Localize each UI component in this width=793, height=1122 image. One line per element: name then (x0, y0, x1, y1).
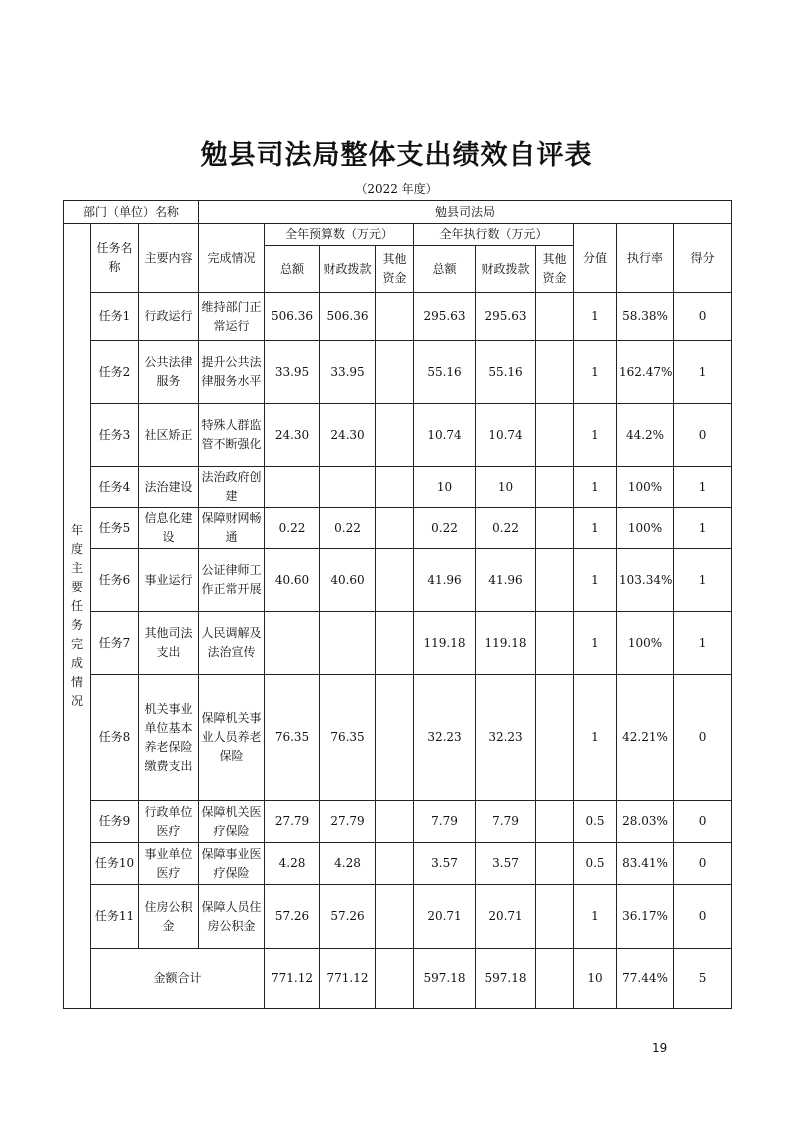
cell-task: 任务11 (91, 885, 139, 949)
cell-e-fiscal: 41.96 (476, 549, 536, 612)
cell-score: 0 (674, 843, 732, 885)
total-e-total: 597.18 (414, 949, 476, 1009)
cell-content: 法治建设 (139, 467, 199, 508)
cell-score: 0 (674, 404, 732, 467)
document-title: 勉县司法局整体支出绩效自评表 (200, 140, 593, 171)
cell-b-fiscal (320, 467, 376, 508)
cell-status: 保障事业医疗保险 (199, 843, 265, 885)
cell-status: 保障机关医疗保险 (199, 801, 265, 843)
cell-score: 0 (674, 675, 732, 801)
cell-e-fiscal: 32.23 (476, 675, 536, 801)
cell-rate: 58.38% (617, 293, 674, 341)
cell-score: 0 (674, 885, 732, 949)
cell-task: 任务2 (91, 341, 139, 404)
cell-task: 任务4 (91, 467, 139, 508)
cell-b-fiscal: 57.26 (320, 885, 376, 949)
cell-content: 住房公积金 (139, 885, 199, 949)
total-label: 金额合计 (91, 949, 265, 1009)
cell-e-other (536, 341, 574, 404)
cell-status: 保障人员住房公积金 (199, 885, 265, 949)
cell-e-other (536, 293, 574, 341)
header-budget-total: 总额 (265, 246, 320, 293)
cell-score: 1 (674, 508, 732, 549)
table-row (64, 467, 732, 508)
cell-b-fiscal: 33.95 (320, 341, 376, 404)
cell-b-fiscal: 76.35 (320, 675, 376, 801)
cell-task: 任务5 (91, 508, 139, 549)
cell-e-other (536, 404, 574, 467)
cell-e-other (536, 675, 574, 801)
cell-e-fiscal: 20.71 (476, 885, 536, 949)
dept-value: 勉县司法局 (199, 201, 732, 224)
cell-b-total: 57.26 (265, 885, 320, 949)
cell-e-total: 295.63 (414, 293, 476, 341)
performance-table (63, 200, 732, 1009)
cell-content: 机关事业单位基本养老保险缴费支出 (139, 675, 199, 801)
cell-e-total: 32.23 (414, 675, 476, 801)
cell-e-other (536, 508, 574, 549)
cell-b-total: 4.28 (265, 843, 320, 885)
cell-e-total: 3.57 (414, 843, 476, 885)
total-score: 5 (674, 949, 732, 1009)
cell-e-fiscal: 119.18 (476, 612, 536, 675)
header-task: 任务名称 (91, 224, 139, 293)
table-row (64, 341, 732, 404)
cell-content: 社区矫正 (139, 404, 199, 467)
cell-e-total: 0.22 (414, 508, 476, 549)
cell-e-fiscal: 7.79 (476, 801, 536, 843)
table-row (64, 675, 732, 801)
cell-b-other (376, 843, 414, 885)
total-row (64, 949, 732, 1009)
cell-score: 1 (674, 612, 732, 675)
cell-content: 公共法律服务 (139, 341, 199, 404)
cell-status: 维持部门正常运行 (199, 293, 265, 341)
total-value: 10 (574, 949, 617, 1009)
cell-rate: 103.34% (617, 549, 674, 612)
cell-e-fiscal: 10 (476, 467, 536, 508)
table-body (64, 201, 732, 1009)
page-number: 19 (652, 1041, 668, 1055)
cell-value: 1 (574, 508, 617, 549)
header-score: 得分 (674, 224, 732, 293)
side-label: 年度主要任务完成情况 (64, 224, 91, 1009)
cell-rate: 83.41% (617, 843, 674, 885)
cell-value: 1 (574, 612, 617, 675)
cell-b-total: 33.95 (265, 341, 320, 404)
cell-b-other (376, 404, 414, 467)
cell-b-fiscal: 24.30 (320, 404, 376, 467)
cell-score: 1 (674, 341, 732, 404)
cell-b-fiscal: 40.60 (320, 549, 376, 612)
cell-rate: 100% (617, 508, 674, 549)
cell-b-fiscal: 27.79 (320, 801, 376, 843)
cell-e-other (536, 843, 574, 885)
cell-status: 保障机关事业人员养老保险 (199, 675, 265, 801)
cell-b-fiscal: 0.22 (320, 508, 376, 549)
header-exec-group: 全年执行数（万元） (414, 224, 574, 246)
cell-b-other (376, 508, 414, 549)
header-exec-fiscal: 财政拨款 (476, 246, 536, 293)
cell-b-fiscal (320, 612, 376, 675)
cell-e-fiscal: 3.57 (476, 843, 536, 885)
cell-status: 特殊人群监管不断强化 (199, 404, 265, 467)
cell-b-total: 0.22 (265, 508, 320, 549)
header-score-value: 分值 (574, 224, 617, 293)
cell-e-total: 10 (414, 467, 476, 508)
cell-b-total: 27.79 (265, 801, 320, 843)
header-exec-rate: 执行率 (617, 224, 674, 293)
cell-content: 行政运行 (139, 293, 199, 341)
cell-e-other (536, 612, 574, 675)
cell-b-total: 24.30 (265, 404, 320, 467)
cell-value: 0.5 (574, 801, 617, 843)
cell-score: 0 (674, 801, 732, 843)
cell-e-fiscal: 295.63 (476, 293, 536, 341)
cell-e-fiscal: 10.74 (476, 404, 536, 467)
total-b-other (376, 949, 414, 1009)
cell-e-total: 55.16 (414, 341, 476, 404)
dept-label: 部门（单位）名称 (64, 201, 199, 224)
cell-status: 保障财网畅通 (199, 508, 265, 549)
cell-e-other (536, 801, 574, 843)
header-content: 主要内容 (139, 224, 199, 293)
header-exec-other: 其他资金 (536, 246, 574, 293)
cell-value: 1 (574, 885, 617, 949)
table-row (64, 404, 732, 467)
cell-b-other (376, 467, 414, 508)
cell-e-fiscal: 0.22 (476, 508, 536, 549)
cell-value: 1 (574, 549, 617, 612)
cell-e-total: 119.18 (414, 612, 476, 675)
cell-content: 事业运行 (139, 549, 199, 612)
cell-score: 0 (674, 293, 732, 341)
header-status: 完成情况 (199, 224, 265, 293)
cell-b-total (265, 612, 320, 675)
cell-rate: 28.03% (617, 801, 674, 843)
cell-e-total: 20.71 (414, 885, 476, 949)
dept-row (64, 201, 732, 224)
cell-rate: 36.17% (617, 885, 674, 949)
cell-content: 其他司法支出 (139, 612, 199, 675)
total-e-fiscal: 597.18 (476, 949, 536, 1009)
cell-e-total: 41.96 (414, 549, 476, 612)
cell-value: 1 (574, 341, 617, 404)
cell-rate: 42.21% (617, 675, 674, 801)
cell-b-other (376, 612, 414, 675)
cell-content: 行政单位医疗 (139, 801, 199, 843)
cell-task: 任务10 (91, 843, 139, 885)
cell-b-other (376, 801, 414, 843)
cell-rate: 44.2% (617, 404, 674, 467)
cell-value: 1 (574, 404, 617, 467)
cell-e-total: 10.74 (414, 404, 476, 467)
cell-b-total: 40.60 (265, 549, 320, 612)
cell-rate: 100% (617, 612, 674, 675)
cell-e-other (536, 549, 574, 612)
cell-task: 任务1 (91, 293, 139, 341)
header-exec-total: 总额 (414, 246, 476, 293)
cell-value: 1 (574, 293, 617, 341)
total-rate: 77.44% (617, 949, 674, 1009)
cell-task: 任务6 (91, 549, 139, 612)
cell-e-other (536, 467, 574, 508)
cell-e-total: 7.79 (414, 801, 476, 843)
table-row (64, 612, 732, 675)
cell-b-other (376, 293, 414, 341)
cell-task: 任务7 (91, 612, 139, 675)
table-row (64, 549, 732, 612)
cell-status: 法治政府创建 (199, 467, 265, 508)
total-e-other (536, 949, 574, 1009)
cell-status: 提升公共法律服务水平 (199, 341, 265, 404)
table-row (64, 843, 732, 885)
cell-score: 1 (674, 549, 732, 612)
header-budget-group: 全年预算数（万元） (265, 224, 414, 246)
cell-task: 任务9 (91, 801, 139, 843)
cell-status: 人民调解及法治宣传 (199, 612, 265, 675)
cell-rate: 162.47% (617, 341, 674, 404)
cell-value: 1 (574, 675, 617, 801)
cell-b-total: 506.36 (265, 293, 320, 341)
cell-b-total: 76.35 (265, 675, 320, 801)
cell-b-other (376, 549, 414, 612)
cell-b-fiscal: 506.36 (320, 293, 376, 341)
cell-content: 事业单位医疗 (139, 843, 199, 885)
cell-value: 1 (574, 467, 617, 508)
cell-b-other (376, 675, 414, 801)
cell-e-fiscal: 55.16 (476, 341, 536, 404)
cell-b-total (265, 467, 320, 508)
cell-task: 任务8 (91, 675, 139, 801)
table-row (64, 801, 732, 843)
cell-task: 任务3 (91, 404, 139, 467)
header-row-1 (64, 224, 732, 246)
cell-e-other (536, 885, 574, 949)
cell-value: 0.5 (574, 843, 617, 885)
cell-score: 1 (674, 467, 732, 508)
cell-b-other (376, 341, 414, 404)
header-budget-fiscal: 财政拨款 (320, 246, 376, 293)
table-row (64, 293, 732, 341)
cell-rate: 100% (617, 467, 674, 508)
table-row (64, 885, 732, 949)
cell-b-fiscal: 4.28 (320, 843, 376, 885)
cell-b-other (376, 885, 414, 949)
header-budget-other: 其他资金 (376, 246, 414, 293)
cell-status: 公证律师工作正常开展 (199, 549, 265, 612)
cell-content: 信息化建设 (139, 508, 199, 549)
total-b-total: 771.12 (265, 949, 320, 1009)
report-year: （2022 年度） (355, 182, 438, 196)
total-b-fiscal: 771.12 (320, 949, 376, 1009)
table-row (64, 508, 732, 549)
